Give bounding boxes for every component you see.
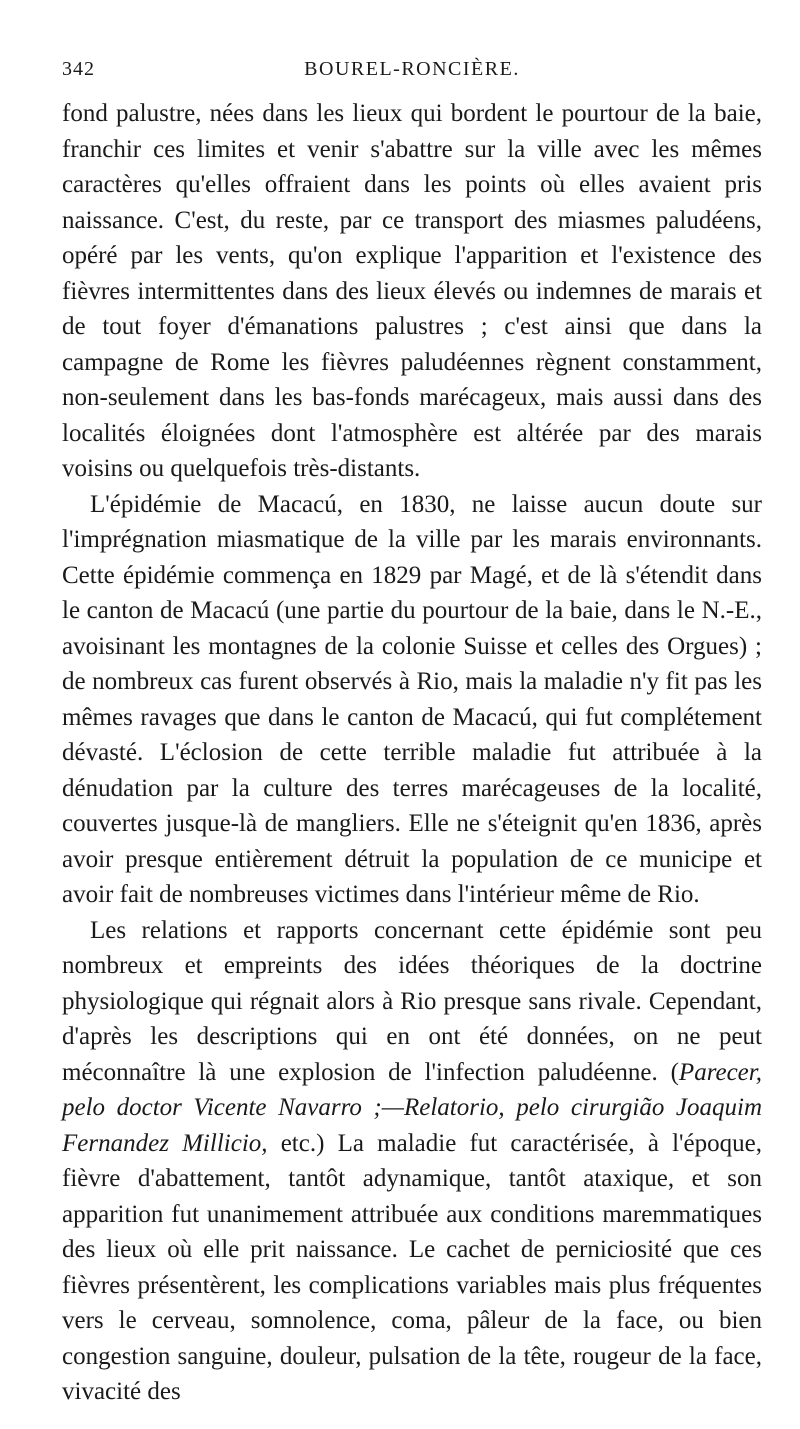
paragraph-2: L'épidémie de Macacú, en 1830, ne laisse aucun doute sur l'imprégnation miasmatique de la ville par les marais environnants. Cette épidémie commença en 1829 par Magé, et de là s'étendit dans le canton de Macacú (une partie du pourtour de la baie, dans le N.-E., avoisinant les montagnes de la colonie Suisse et celles des Orgues) ; de nombreux cas furent observés à Rio, mais la maladie n'y fit pas les mêmes ravages que dans le canton de Macacú, qui fut complétement dévasté. L'éclosion de cette terrible maladie fut attribuée à la dénudation par la culture des terres marécageuses de la localité, couvertes jusque-là de mangliers. Elle ne s'éteignit qu'en 1836, après avoir presque entièrement détruit la population de ce municipe et avoir fait de nombreuses victimes dans l'intérieur même de Rio. [62, 490, 762, 908]
paragraph-3-citation: Parecer, pelo doctor Vicente Navarro ;—Relatorio, pelo cirurgião Joaquim Fernandez Millicio, [62, 1058, 762, 1157]
paragraph-3 [62, 913, 762, 1410]
body-text [62, 96, 762, 1410]
running-head: BOUREL-RONCIÈRE. [304, 58, 520, 80]
paragraph-3-end: etc.) La maladie fut caractérisée, à l'époque, fièvre d'abattement, tantôt adynamique, tantôt ataxique, et son apparition fut unanimement attribuée aux conditions maremmatiques des lieux où elle prit naissance. Le cachet de perniciosité que ces fièvres présentèrent, les complications variables mais plus fréquentes vers le cerveau, somnolence, coma, pâleur de la face, ou bien congestion sanguine, douleur, pulsation de la tête, rougeur de la face, vivacité des [62, 1129, 762, 1405]
paragraph-1: fond palustre, nées dans les lieux qui bordent le pourtour de la baie, franchir ces limites et venir s'abattre sur la ville avec les mêmes caractères qu'elles offraient dans les points où elles avaient pris naissance. C'est, du reste, par ce transport des miasmes paludéens, opéré par les vents, qu'on explique l'apparition et l'existence des fièvres intermittentes dans des lieux élevés ou indemnes de marais et de tout foyer d'émanations palustres ; c'est ainsi que dans la campagne de Rome les fièvres paludéennes règnent constamment, non-seulement dans les bas-fonds marécageux, mais aussi dans des localités éloignées dont l'atmosphère est altérée par des marais voisins ou quelquefois très-distants. [62, 100, 762, 482]
paragraph-3-start: Les relations et rapports concernant cette épidémie sont peu nombreux et empreints des idées théoriques de la doctrine physiologique qui régnait alors à Rio presque sans rivale. Cependant, d'après les descriptions qui en ont été données, on ne peut méconnaître là une explosion de l'infection paludéenne. ( [62, 916, 762, 1086]
page-header [62, 58, 762, 90]
page-number: 342 [62, 58, 95, 80]
